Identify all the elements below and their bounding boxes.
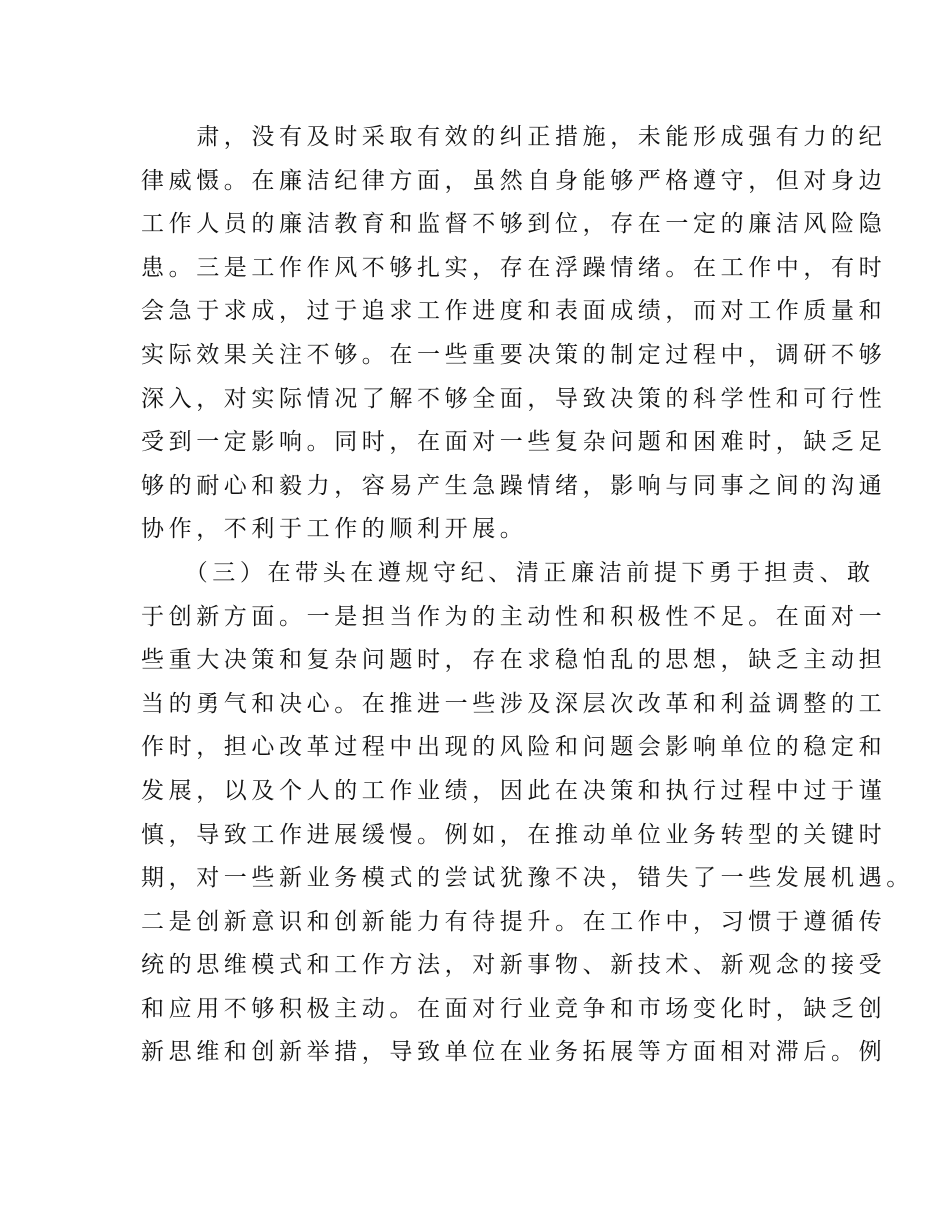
text-line: 慎，导致工作进展缓慢。例如，在推动单位业务转型的关键时: [141, 821, 887, 848]
text-line: 患。三是工作作风不够扎实，存在浮躁情绪。在工作中，有时: [141, 254, 887, 281]
text-line: 统的思维模式和工作方法，对新事物、新技术、新观念的接受: [141, 952, 887, 979]
text-line: 协作，不利于工作的顺利开展。: [141, 516, 528, 543]
text-line: 够的耐心和毅力，容易产生急躁情绪，影响与同事之间的沟通: [141, 472, 887, 499]
text-line: 发展，以及个人的工作业绩，因此在决策和执行过程中过于谨: [141, 777, 887, 804]
text-line: 和应用不够积极主动。在面对行业竞争和市场变化时，缺乏创: [141, 995, 887, 1022]
text-line: 些重大决策和复杂问题时，存在求稳怕乱的思想，缺乏主动担: [141, 647, 887, 674]
text-line: 当的勇气和决心。在推进一些涉及深层次改革和利益调整的工: [141, 690, 887, 717]
text-line: 期，对一些新业务模式的尝试犹豫不决，错失了一些发展机遇。: [141, 865, 914, 892]
text-line: 深入，对实际情况了解不够全面，导致决策的科学性和可行性: [141, 385, 887, 412]
text-line: 工作人员的廉洁教育和监督不够到位，存在一定的廉洁风险隐: [141, 211, 887, 238]
text-line: 作时，担心改革过程中出现的风险和问题会影响单位的稳定和: [141, 734, 887, 761]
text-line: 律威慑。在廉洁纪律方面，虽然自身能够严格遵守，但对身边: [141, 167, 887, 194]
text-line: 受到一定影响。同时，在面对一些复杂问题和困难时，缺乏足: [141, 429, 887, 456]
text-line: 于创新方面。一是担当作为的主动性和积极性不足。在面对一: [141, 603, 887, 630]
text-line: 会急于求成，过于追求工作进度和表面成绩，而对工作质量和: [141, 298, 887, 325]
section-heading-line: （三）在带头在遵规守纪、清正廉洁前提下勇于担责、敢: [141, 559, 875, 586]
text-line: 新思维和创新举措，导致单位在业务拓展等方面相对滞后。例: [141, 1039, 887, 1066]
body-text: [141, 116, 914, 1075]
text-line: 实际效果关注不够。在一些重要决策的制定过程中，调研不够: [141, 341, 887, 368]
text-line: 肃，没有及时采取有效的纠正措施，未能形成强有力的纪: [141, 124, 887, 150]
text-line: 二是创新意识和创新能力有待提升。在工作中，习惯于遵循传: [141, 908, 887, 935]
